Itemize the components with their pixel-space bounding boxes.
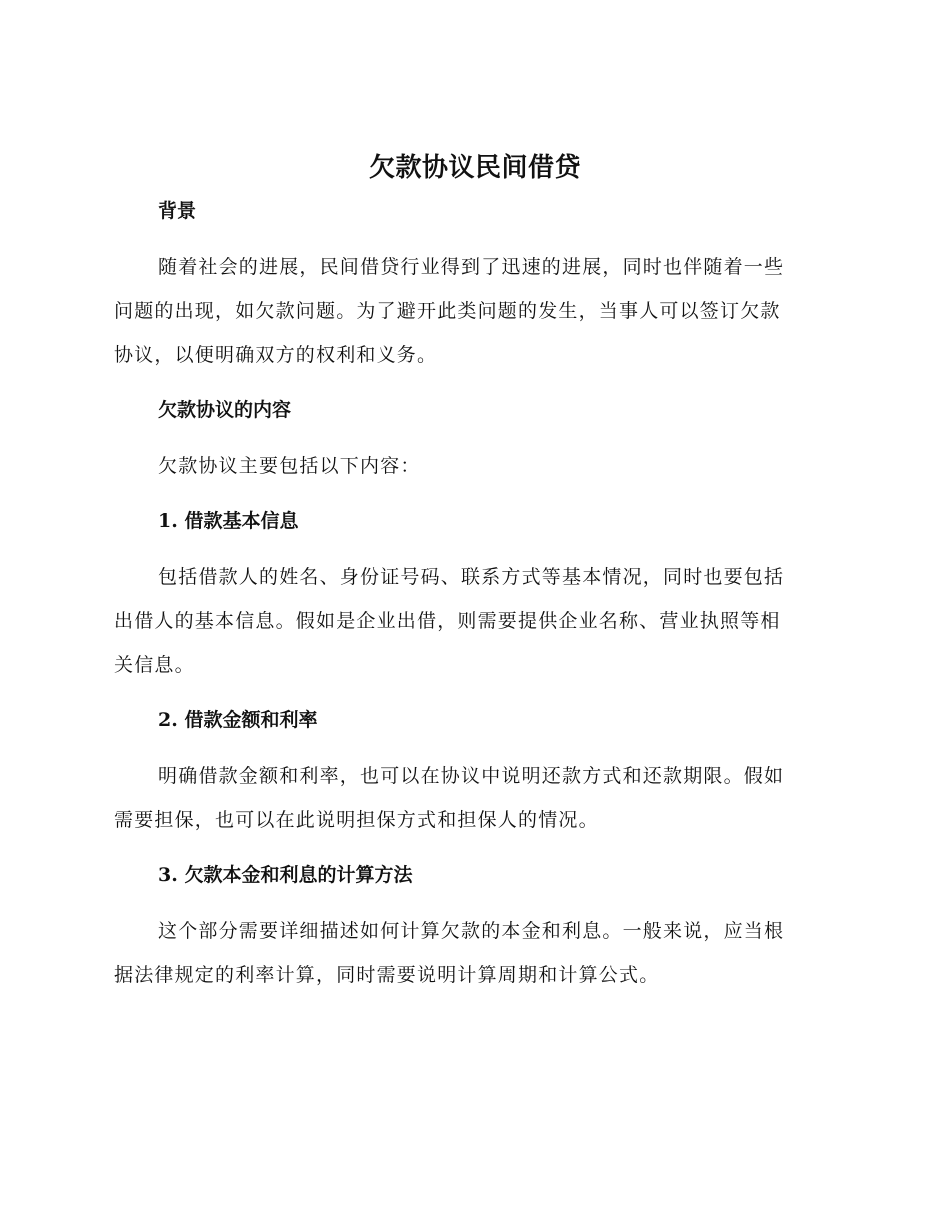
paragraph-line: 出借人的基本信息。假如是企业出借，则需要提供企业名称、营业执照等相: [114, 610, 781, 632]
paragraph-basic-info: [114, 555, 830, 687]
paragraph-line: 包括借款人的姓名、身份证号码、联系方式等基本情况，同时也要包括: [158, 566, 785, 588]
document-title: 欠款协议民间借贷: [368, 153, 581, 183]
paragraph-calculation: [114, 909, 830, 997]
section-heading-agreement-content: 欠款协议的内容: [158, 399, 292, 421]
paragraph-line: 欠款协议主要包括以下内容：: [158, 455, 421, 477]
paragraph-agreement-content: [114, 444, 830, 488]
paragraph-line: 随着社会的进展，民间借贷行业得到了迅速的进展，同时也伴随着一些: [158, 256, 785, 278]
paragraph-amount-rate: [114, 754, 830, 842]
document-body: [114, 194, 830, 997]
paragraph-line: 据法律规定的利率计算，同时需要说明计算周期和计算公式。: [114, 964, 660, 986]
paragraph-line: 明确借款金额和利率，也可以在协议中说明还款方式和还款期限。假如: [158, 765, 785, 787]
paragraph-line: 协议，以便明确双方的权利和义务。: [114, 344, 438, 366]
paragraph-line: 需要担保，也可以在此说明担保方式和担保人的情况。: [114, 809, 599, 831]
section-heading-basic-info: 1. 借款基本信息: [158, 510, 299, 532]
paragraph-background: [114, 245, 830, 377]
section-heading-background: 背景: [158, 200, 197, 222]
paragraph-line: 这个部分需要详细描述如何计算欠款的本金和利息。一般来说，应当根: [158, 920, 785, 942]
section-heading-calculation: 3. 欠款本金和利息的计算方法: [158, 864, 413, 886]
section-heading-amount-rate: 2. 借款金额和利率: [158, 709, 318, 731]
paragraph-line: 问题的出现，如欠款问题。为了避开此类问题的发生，当事人可以签订欠款: [114, 300, 781, 322]
paragraph-line: 关信息。: [114, 654, 195, 676]
